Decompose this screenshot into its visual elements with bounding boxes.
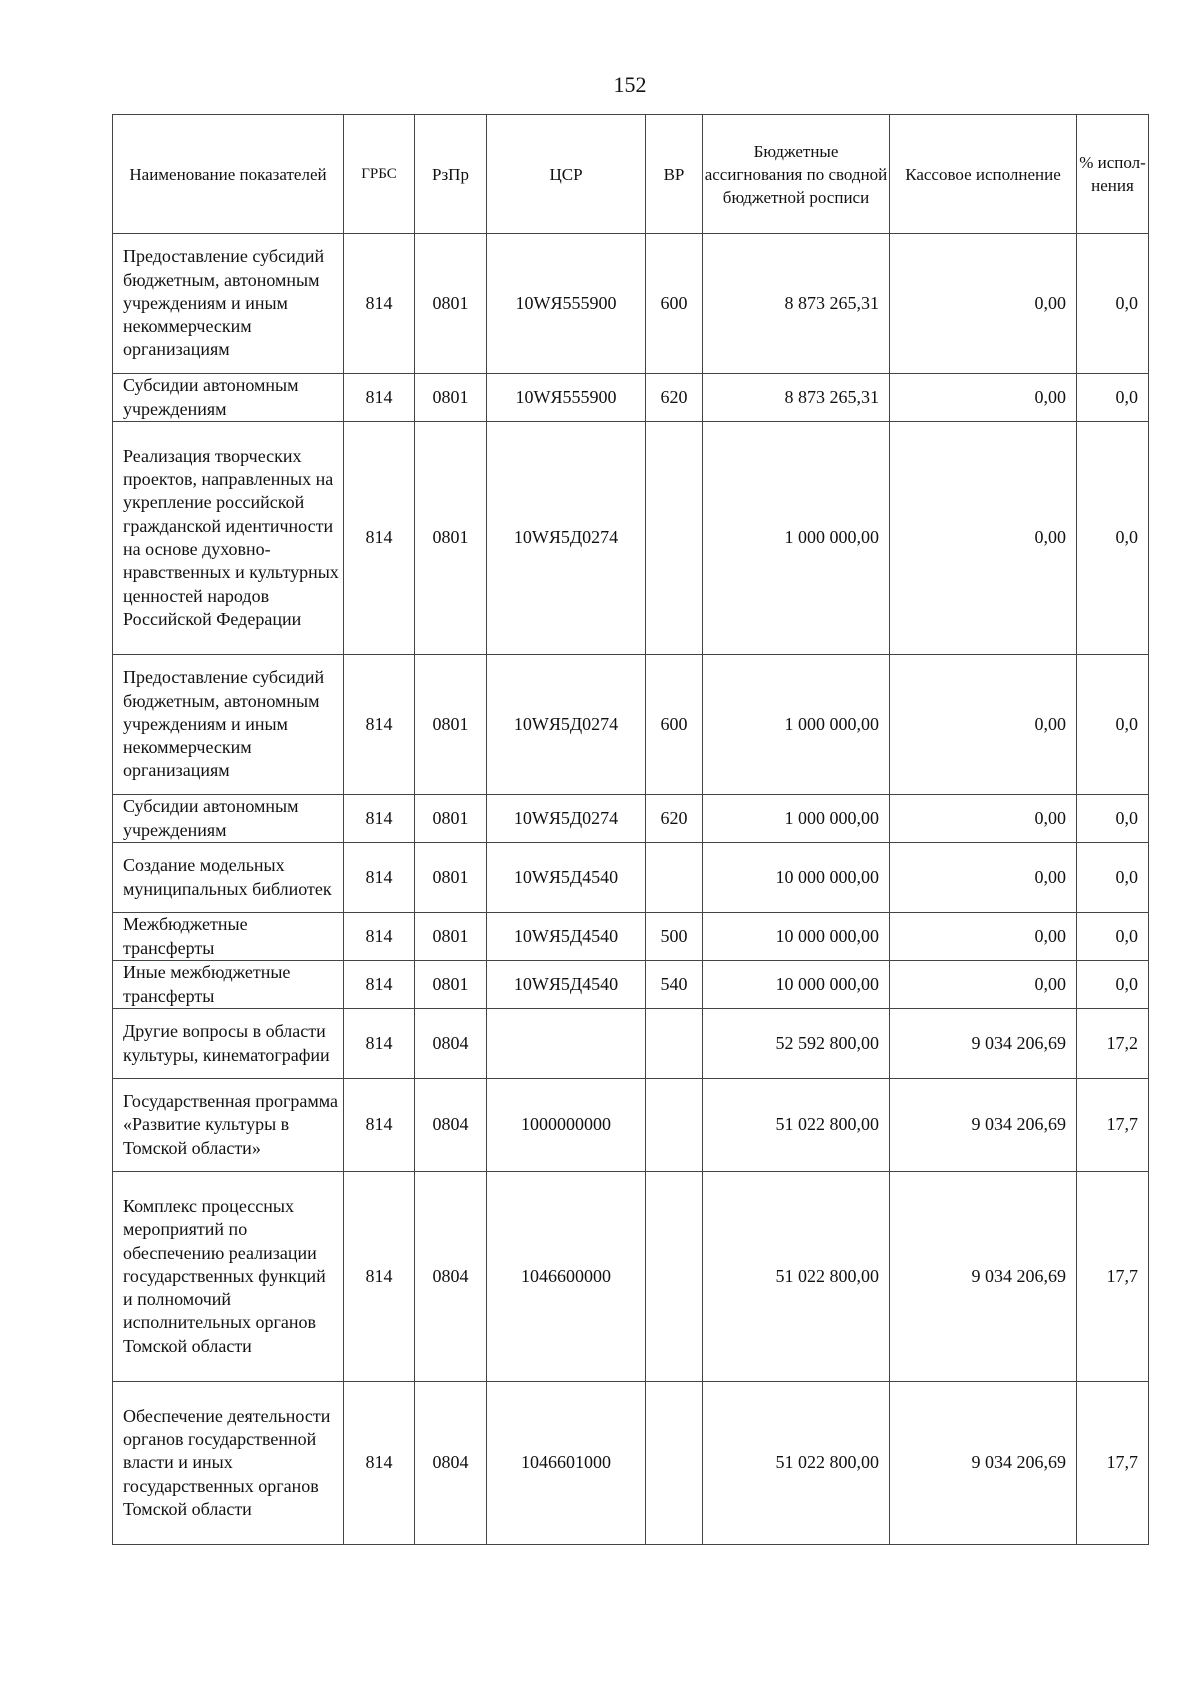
row-percent: 0,0 <box>1077 374 1149 422</box>
row-vr: 620 <box>646 795 703 843</box>
row-vr: 540 <box>646 961 703 1009</box>
table-header-row <box>113 115 1149 234</box>
row-rzpr: 0801 <box>415 795 487 843</box>
row-cash-execution: 9 034 206,69 <box>890 1079 1077 1172</box>
row-vr <box>646 843 703 913</box>
row-csr: 1000000000 <box>487 1079 646 1172</box>
row-cash-execution: 0,00 <box>890 655 1077 795</box>
row-cash-execution: 0,00 <box>890 374 1077 422</box>
row-percent: 0,0 <box>1077 843 1149 913</box>
row-csr: 10WЯ5Д0274 <box>487 422 646 655</box>
header-rzpr: РзПр <box>415 115 487 234</box>
row-name: Обеспечение деятельности органов государственной власти и иных государственных органов Томской области <box>113 1382 344 1545</box>
row-grbs: 814 <box>344 843 415 913</box>
row-vr <box>646 1382 703 1545</box>
row-vr: 600 <box>646 234 703 374</box>
row-assignments: 1 000 000,00 <box>703 422 890 655</box>
table-row <box>113 1009 1149 1079</box>
row-csr: 1046600000 <box>487 1172 646 1382</box>
table-row <box>113 655 1149 795</box>
header-grbs: ГРБС <box>344 115 415 234</box>
table-row <box>113 234 1149 374</box>
row-percent: 17,7 <box>1077 1172 1149 1382</box>
header-name: Наименование показателей <box>113 115 344 234</box>
row-csr: 10WЯ555900 <box>487 374 646 422</box>
page-number: 152 <box>613 72 647 97</box>
row-grbs: 814 <box>344 234 415 374</box>
row-name: Иные межбюджетные трансферты <box>113 961 344 1009</box>
row-vr <box>646 1009 703 1079</box>
row-percent: 0,0 <box>1077 422 1149 655</box>
row-cash-execution: 9 034 206,69 <box>890 1009 1077 1079</box>
row-vr <box>646 1079 703 1172</box>
row-grbs: 814 <box>344 961 415 1009</box>
row-cash-execution: 0,00 <box>890 913 1077 961</box>
row-assignments: 51 022 800,00 <box>703 1079 890 1172</box>
row-grbs: 814 <box>344 913 415 961</box>
row-csr: 10WЯ5Д4540 <box>487 913 646 961</box>
row-assignments: 10 000 000,00 <box>703 843 890 913</box>
row-name: Предоставление субсидий бюджетным, автономным учреждениям и иным некоммерческим организациям <box>113 655 344 795</box>
row-grbs: 814 <box>344 422 415 655</box>
row-name: Другие вопросы в области культуры, кинематографии <box>113 1009 344 1079</box>
row-name: Реализация творческих проектов, направленных на укрепление российской гражданской идентичности на основе духовно-нравственных и культурных ценностей народов Российской Федерации <box>113 422 344 655</box>
header-csr: ЦСР <box>487 115 646 234</box>
row-vr <box>646 422 703 655</box>
table-row <box>113 961 1149 1009</box>
row-name: Государственная программа «Развитие культуры в Томской области» <box>113 1079 344 1172</box>
row-assignments: 10 000 000,00 <box>703 961 890 1009</box>
row-assignments: 1 000 000,00 <box>703 655 890 795</box>
row-name: Предоставление субсидий бюджетным, автономным учреждениям и иным некоммерческим организациям <box>113 234 344 374</box>
row-rzpr: 0801 <box>415 961 487 1009</box>
row-cash-execution: 0,00 <box>890 422 1077 655</box>
row-csr: 10WЯ555900 <box>487 234 646 374</box>
table-row <box>113 913 1149 961</box>
row-assignments: 8 873 265,31 <box>703 234 890 374</box>
row-name: Создание модельных муниципальных библиотек <box>113 843 344 913</box>
row-grbs: 814 <box>344 1009 415 1079</box>
row-assignments: 10 000 000,00 <box>703 913 890 961</box>
row-csr <box>487 1009 646 1079</box>
row-name: Субсидии автономным учреждениям <box>113 795 344 843</box>
row-vr: 600 <box>646 655 703 795</box>
row-rzpr: 0801 <box>415 374 487 422</box>
row-cash-execution: 0,00 <box>890 234 1077 374</box>
budget-table <box>112 114 1149 1545</box>
header-vr: ВР <box>646 115 703 234</box>
header-assignments: Бюджетные ассигнования по сводной бюджетной росписи <box>703 115 890 234</box>
row-assignments: 51 022 800,00 <box>703 1382 890 1545</box>
table-row <box>113 374 1149 422</box>
row-percent: 17,7 <box>1077 1079 1149 1172</box>
row-grbs: 814 <box>344 655 415 795</box>
table-row <box>113 1382 1149 1545</box>
row-rzpr: 0801 <box>415 843 487 913</box>
row-rzpr: 0804 <box>415 1009 487 1079</box>
row-grbs: 814 <box>344 1079 415 1172</box>
row-vr: 620 <box>646 374 703 422</box>
row-percent: 0,0 <box>1077 913 1149 961</box>
row-csr: 1046601000 <box>487 1382 646 1545</box>
row-percent: 17,7 <box>1077 1382 1149 1545</box>
row-cash-execution: 9 034 206,69 <box>890 1172 1077 1382</box>
row-name: Межбюджетные трансферты <box>113 913 344 961</box>
row-cash-execution: 0,00 <box>890 795 1077 843</box>
row-cash-execution: 0,00 <box>890 843 1077 913</box>
row-name: Субсидии автономным учреждениям <box>113 374 344 422</box>
row-assignments: 51 022 800,00 <box>703 1172 890 1382</box>
table-row <box>113 795 1149 843</box>
row-assignments: 1 000 000,00 <box>703 795 890 843</box>
row-cash-execution: 9 034 206,69 <box>890 1382 1077 1545</box>
row-rzpr: 0801 <box>415 234 487 374</box>
row-rzpr: 0804 <box>415 1079 487 1172</box>
row-percent: 0,0 <box>1077 961 1149 1009</box>
row-csr: 10WЯ5Д4540 <box>487 961 646 1009</box>
table-row <box>113 1172 1149 1382</box>
row-vr: 500 <box>646 913 703 961</box>
row-grbs: 814 <box>344 795 415 843</box>
row-grbs: 814 <box>344 1382 415 1545</box>
header-cash-execution: Кассовое исполнение <box>890 115 1077 234</box>
table-row <box>113 1079 1149 1172</box>
row-csr: 10WЯ5Д0274 <box>487 795 646 843</box>
row-name: Комплекс процессных мероприятий по обеспечению реализации государственных функций и полномочий исполнительных органов Томской области <box>113 1172 344 1382</box>
row-grbs: 814 <box>344 1172 415 1382</box>
row-assignments: 8 873 265,31 <box>703 374 890 422</box>
row-rzpr: 0804 <box>415 1172 487 1382</box>
row-grbs: 814 <box>344 374 415 422</box>
row-cash-execution: 0,00 <box>890 961 1077 1009</box>
row-rzpr: 0804 <box>415 1382 487 1545</box>
row-csr: 10WЯ5Д4540 <box>487 843 646 913</box>
table-row <box>113 422 1149 655</box>
row-percent: 0,0 <box>1077 795 1149 843</box>
row-assignments: 52 592 800,00 <box>703 1009 890 1079</box>
row-percent: 0,0 <box>1077 234 1149 374</box>
row-csr: 10WЯ5Д0274 <box>487 655 646 795</box>
row-rzpr: 0801 <box>415 913 487 961</box>
table-row <box>113 843 1149 913</box>
row-vr <box>646 1172 703 1382</box>
row-percent: 0,0 <box>1077 655 1149 795</box>
row-rzpr: 0801 <box>415 422 487 655</box>
row-rzpr: 0801 <box>415 655 487 795</box>
header-percent: % испол-нения <box>1077 115 1149 234</box>
row-percent: 17,2 <box>1077 1009 1149 1079</box>
